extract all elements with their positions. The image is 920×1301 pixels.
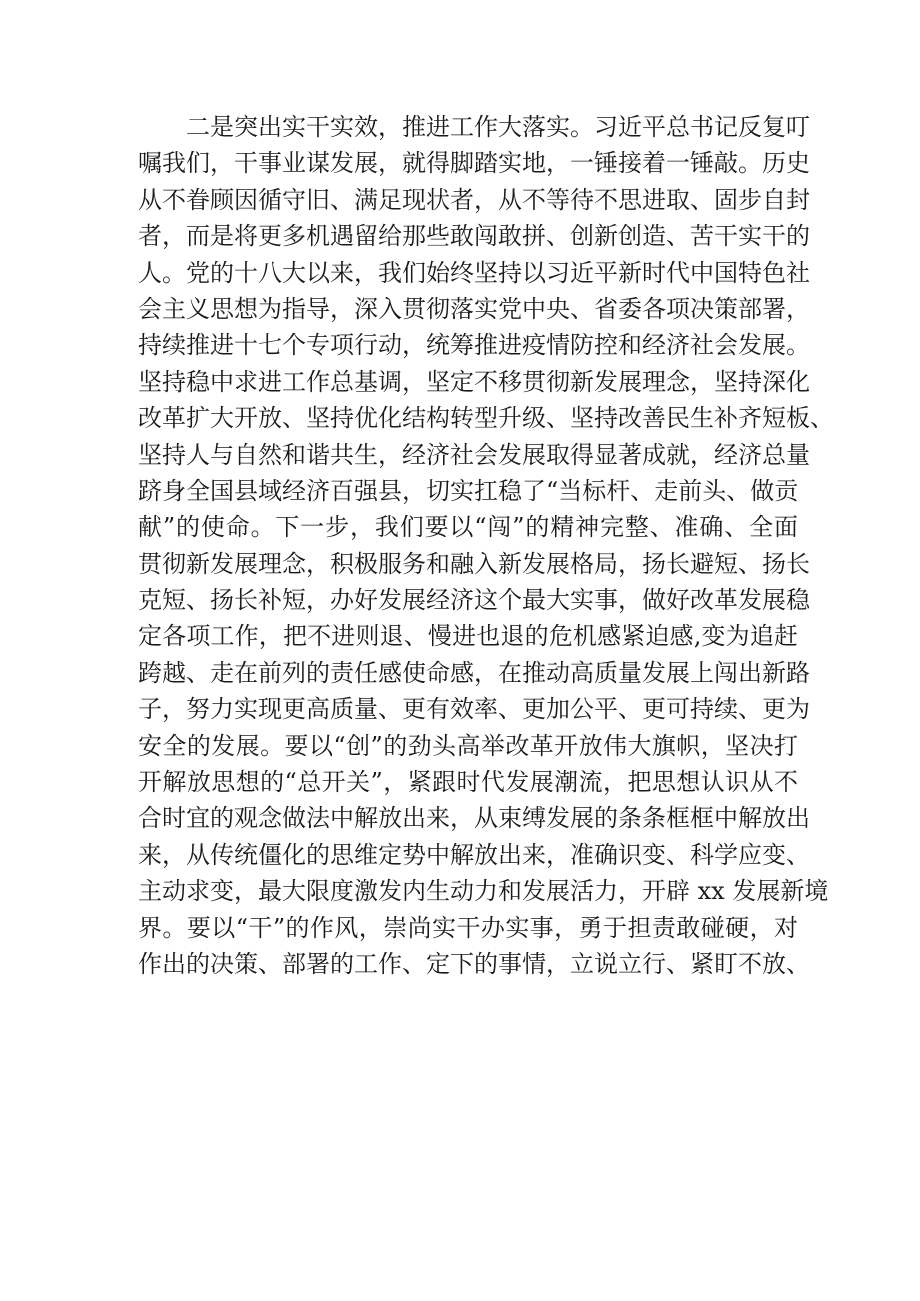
paragraph-line: 会主义思想为指导，深入贯彻落实党中央、省委各项决策部署， — [138, 294, 810, 323]
paragraph-line: 跨越、走在前列的责任感使命感，在推动高质量发展上闯出新路 — [138, 658, 810, 687]
paragraph-line: 持续推进十七个专项行动，统筹推进疫情防控和经济社会发展。 — [138, 331, 810, 360]
paragraph-line: 克短、扬长补短，办好发展经济这个最大实事，做好改革发展稳 — [138, 586, 810, 615]
paragraph-line: 坚持人与自然和谐共生，经济社会发展取得显著成就，经济总量 — [138, 440, 810, 469]
paragraph-line: 改革扩大开放、坚持优化结构转型升级、坚持改善民生补齐短板、 — [138, 404, 834, 433]
paragraph-line: 安全的发展。要以“创”的劲头高举改革开放伟大旗帜，坚决打 — [138, 731, 798, 760]
paragraph-line: 坚持稳中求进工作总基调，坚定不移贯彻新发展理念，坚持深化 — [138, 367, 810, 396]
paragraph-line: 子，努力实现更高质量、更有效率、更加公平、更可持续、更为 — [138, 695, 810, 724]
paragraph-line: 开解放思想的“总开关”，紧跟时代发展潮流，把思想认识从不 — [138, 768, 798, 797]
paragraph-line: 献”的使命。下一步，我们要以“闯”的精神完整、准确、全面 — [138, 513, 798, 542]
paragraph-line: 从不眷顾因循守旧、满足现状者，从不等待不思进取、固步自封 — [138, 185, 810, 214]
body-paragraph — [138, 109, 834, 982]
paragraph-line: 主动求变，最大限度激发内生动力和发展活力，开辟 xx 发展新境 — [138, 877, 829, 906]
paragraph-line: 定各项工作，把不进则退、慢进也退的危机感紧迫感,变为追赶 — [138, 622, 798, 651]
paragraph-line: 合时宜的观念做法中解放出来，从束缚发展的条条框框中解放出 — [138, 804, 810, 833]
paragraph-line: 作出的决策、部署的工作、定下的事情，立说立行、紧盯不放、 — [138, 949, 810, 978]
paragraph-line: 来，从传统僵化的思维定势中解放出来，准确识变、科学应变、 — [138, 840, 810, 869]
paragraph-line: 界。要以“干”的作风，崇尚实干办实事，勇于担责敢碰硬，对 — [138, 913, 798, 942]
paragraph-line: 者，而是将更多机遇留给那些敢闯敢拼、创新创造、苦干实干的 — [138, 222, 810, 251]
paragraph-line: 贯彻新发展理念，积极服务和融入新发展格局，扬长避短、扬长 — [138, 549, 810, 578]
paragraph-line: 人。党的十八大以来，我们始终坚持以习近平新时代中国特色社 — [138, 258, 810, 287]
paragraph-line: 二是突出实干实效，推进工作大落实。习近平总书记反复叮 — [186, 113, 810, 141]
paragraph-line: 嘱我们，干事业谋发展，就得脚踏实地，一锤接着一锤敲。历史 — [138, 149, 810, 178]
paragraph-line: 跻身全国县域经济百强县，切实扛稳了“当标杆、走前头、做贡 — [138, 476, 799, 505]
